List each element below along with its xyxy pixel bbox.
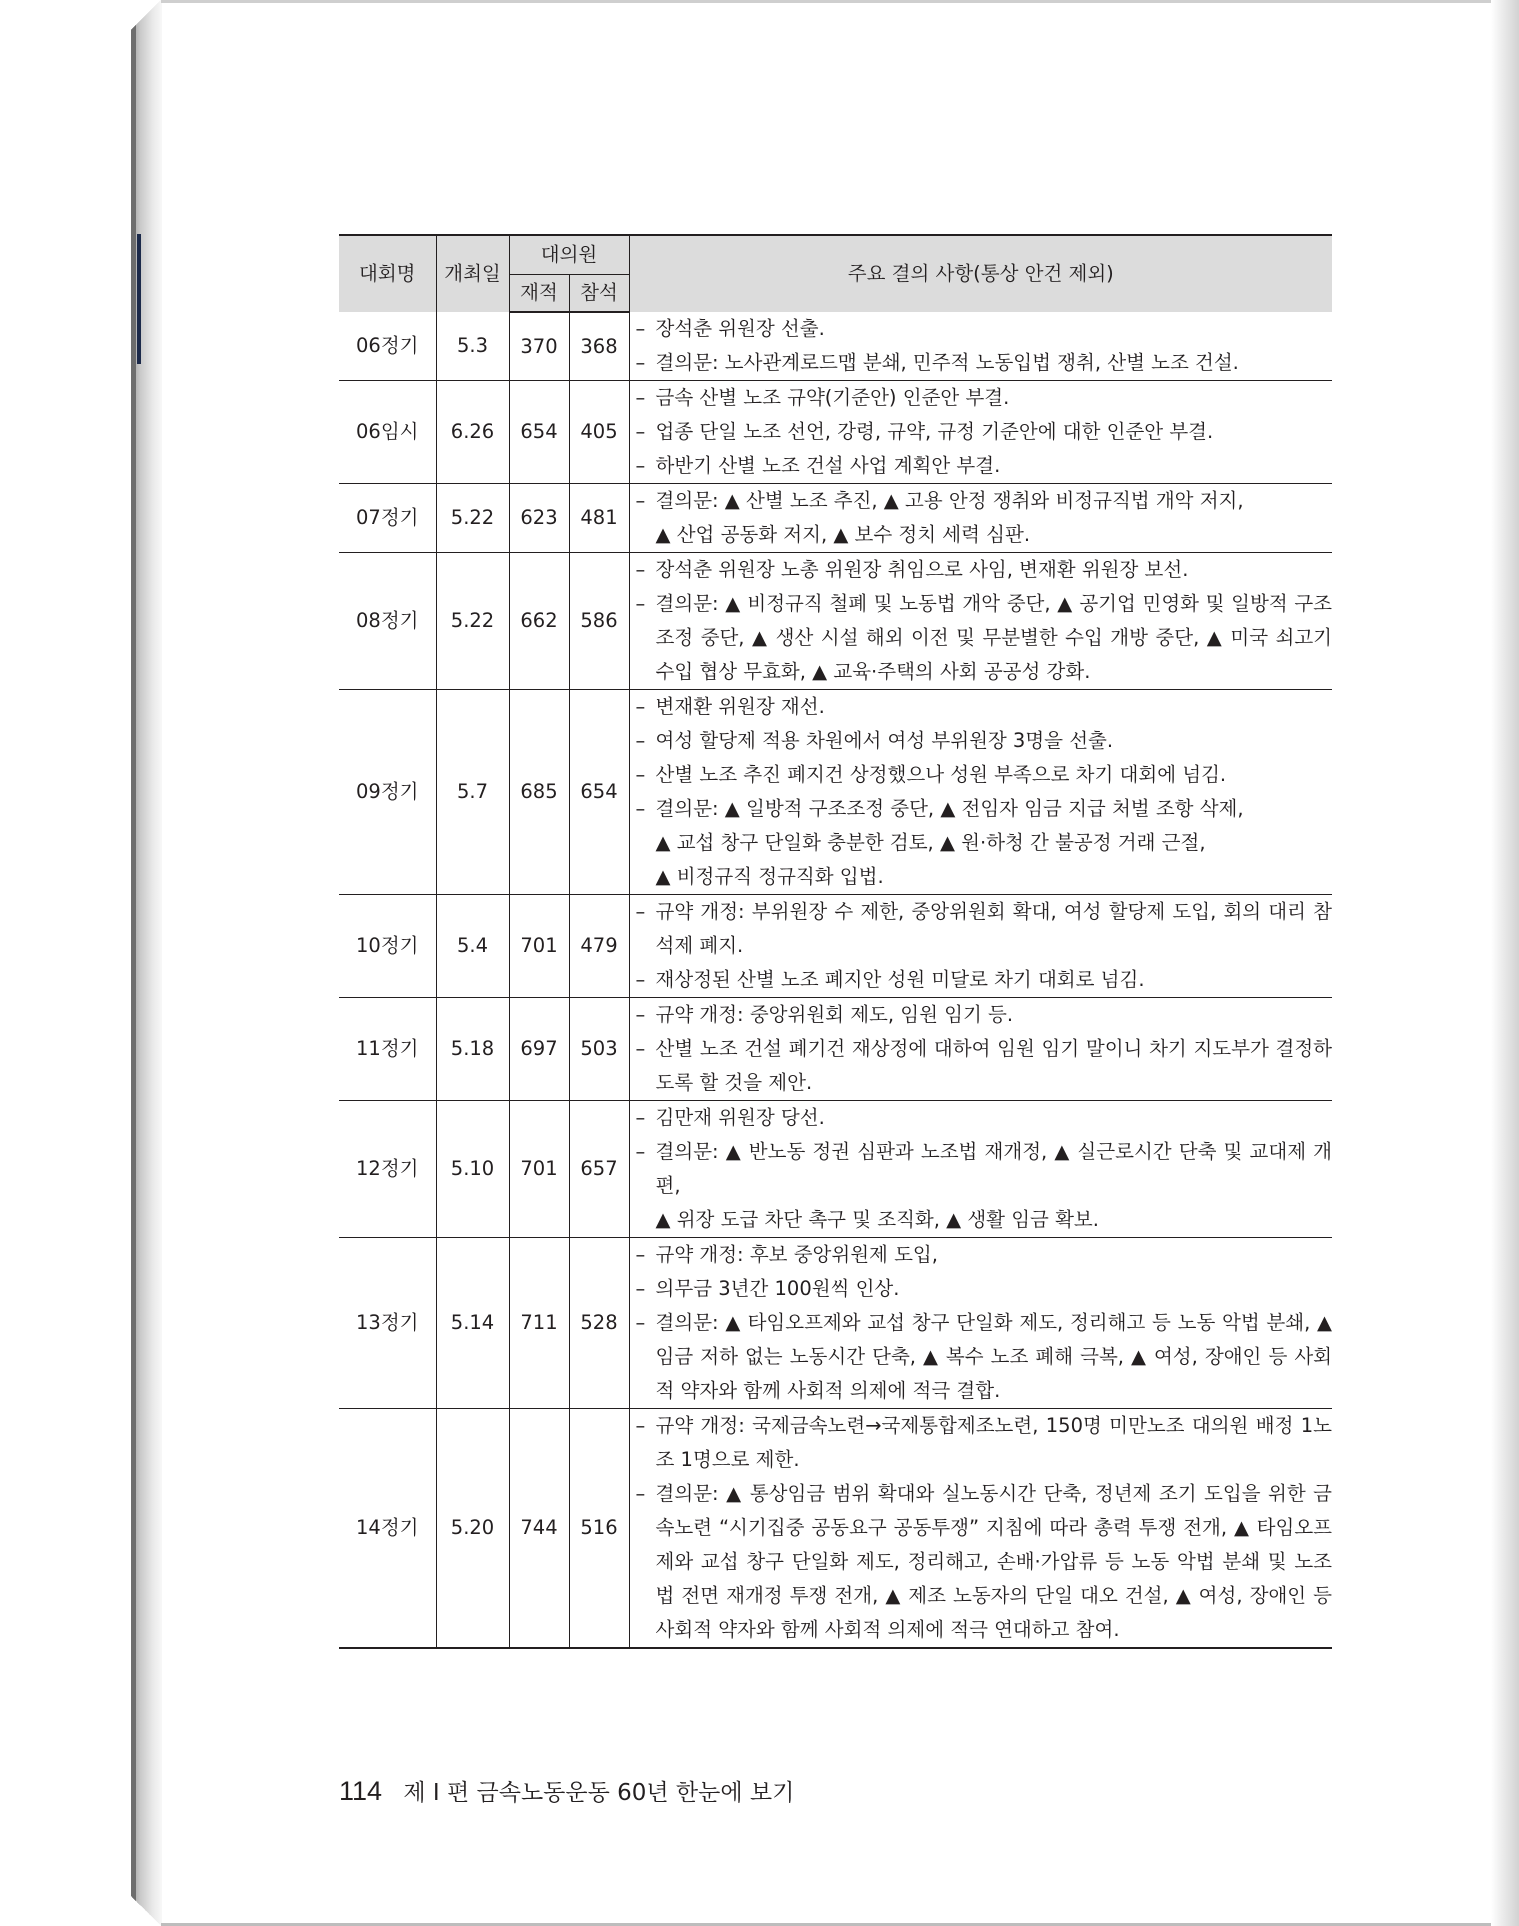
- cell-enrolled: 654: [509, 381, 569, 484]
- book-corner-top: [131, 0, 161, 30]
- cell-resolutions: [629, 381, 1332, 484]
- cell-enrolled: 711: [509, 1238, 569, 1409]
- cell-convention-name: 10정기: [339, 895, 436, 998]
- cell-present: 368: [569, 312, 629, 381]
- cell-enrolled: 701: [509, 1101, 569, 1238]
- cell-resolutions: [629, 690, 1332, 895]
- resolution-item: [636, 1032, 1333, 1100]
- cell-convention-name: 06정기: [339, 312, 436, 381]
- table-row: [339, 998, 1332, 1101]
- table-row: [339, 484, 1332, 553]
- resolution-text: 결의문: ▲ 비정규직 철폐 및 노동법 개악 중단, ▲ 공기업 민영화 및 일방적 구조조정 중단, ▲ 생산 시설 해외 이전 및 무분별한 수입 개방 중단, ▲ 미국 쇠고기 수입 협상 무효화, ▲ 교육·주택의 사회 공공성 강화.: [655, 592, 1333, 683]
- resolution-text: 규약 개정: 국제금속노련→국제통합제조노련, 150명 미만노조 대의원 배정 1노조 1명으로 제한.: [655, 1414, 1333, 1471]
- dash-bullet: –: [635, 1106, 646, 1129]
- cell-present: 503: [569, 998, 629, 1101]
- resolution-text: 의무금 3년간 100원씩 인상.: [655, 1277, 900, 1300]
- dash-bullet: –: [635, 454, 646, 477]
- table-row: [339, 312, 1332, 381]
- resolution-text: 산별 노조 건설 폐기건 재상정에 대하여 임원 임기 말이니 차기 지도부가 결정하도록 할 것을 제안.: [655, 1037, 1333, 1094]
- cell-present: 479: [569, 895, 629, 998]
- cell-date: 5.22: [436, 484, 509, 553]
- resolution-item: [636, 998, 1333, 1032]
- cell-present: 528: [569, 1238, 629, 1409]
- cell-present: 481: [569, 484, 629, 553]
- cell-enrolled: 685: [509, 690, 569, 895]
- resolution-item: [636, 895, 1333, 963]
- header-resolutions: 주요 결의 사항(통상 안건 제외): [629, 235, 1332, 312]
- cell-present: 405: [569, 381, 629, 484]
- cell-convention-name: 11정기: [339, 998, 436, 1101]
- resolution-text: 장석춘 위원장 선출.: [655, 317, 825, 340]
- page-top-edge: [161, 0, 1491, 3]
- resolution-item: [636, 1477, 1333, 1647]
- resolution-item: [636, 312, 1333, 346]
- cell-date: 6.26: [436, 381, 509, 484]
- section-title: 제 Ⅰ 편 금속노동운동 60년 한눈에 보기: [403, 1780, 795, 1806]
- cell-enrolled: 662: [509, 553, 569, 690]
- table-row: [339, 1101, 1332, 1238]
- dash-bullet: –: [635, 763, 646, 786]
- header-delegates: 대의원: [509, 235, 629, 275]
- dash-bullet: –: [635, 900, 646, 923]
- resolution-text: 결의문: ▲ 반노동 정권 심판과 노조법 재개정, ▲ 실근로시간 단축 및 교대제 개편, ▲ 위장 도급 차단 촉구 및 조직화, ▲ 생활 임금 확보.: [655, 1140, 1333, 1231]
- resolution-item: [636, 346, 1333, 380]
- resolution-item: [636, 553, 1333, 587]
- cell-resolutions: [629, 484, 1332, 553]
- resolution-text: 변재환 위원장 재선.: [655, 695, 825, 718]
- cell-date: 5.7: [436, 690, 509, 895]
- cell-resolutions: [629, 1238, 1332, 1409]
- dash-bullet: –: [635, 1140, 646, 1163]
- cell-enrolled: 623: [509, 484, 569, 553]
- cell-date: 5.20: [436, 1409, 509, 1649]
- cell-present: 516: [569, 1409, 629, 1649]
- resolution-text: 규약 개정: 부위원장 수 제한, 중앙위원회 확대, 여성 할당제 도입, 회의 대리 참석제 폐지.: [655, 900, 1333, 957]
- page-right-shadow: [1491, 0, 1519, 1926]
- resolution-text: 규약 개정: 후보 중앙위원제 도입,: [655, 1243, 938, 1266]
- book-corner-bottom: [131, 1896, 161, 1926]
- table-row: [339, 690, 1332, 895]
- cell-present: 654: [569, 690, 629, 895]
- cell-enrolled: 744: [509, 1409, 569, 1649]
- dash-bullet: –: [635, 420, 646, 443]
- header-convention-name: 대회명: [339, 235, 436, 312]
- resolution-item: [636, 587, 1333, 689]
- cell-enrolled: 701: [509, 895, 569, 998]
- convention-resolutions-table: [339, 234, 1332, 1649]
- cell-date: 5.3: [436, 312, 509, 381]
- cell-resolutions: [629, 998, 1332, 1101]
- cell-resolutions: [629, 1409, 1332, 1649]
- resolution-item: [636, 690, 1333, 724]
- resolution-text: 여성 할당제 적용 차원에서 여성 부위원장 3명을 선출.: [655, 729, 1114, 752]
- dash-bullet: –: [635, 592, 646, 615]
- table-row: [339, 895, 1332, 998]
- resolution-item: [636, 1238, 1333, 1272]
- dash-bullet: –: [635, 1414, 646, 1437]
- cell-resolutions: [629, 553, 1332, 690]
- cell-date: 5.14: [436, 1238, 509, 1409]
- dash-bullet: –: [635, 968, 646, 991]
- resolution-text: 규약 개정: 중앙위원회 제도, 임원 임기 등.: [655, 1003, 1014, 1026]
- resolution-item: [636, 1272, 1333, 1306]
- dash-bullet: –: [635, 386, 646, 409]
- resolution-item: [636, 792, 1333, 894]
- table-row: [339, 1409, 1332, 1649]
- resolution-text: 결의문: 노사관계로드맵 분쇄, 민주적 노동입법 쟁취, 산별 노조 건설.: [655, 351, 1239, 374]
- resolution-item: [636, 449, 1333, 483]
- table-body: [339, 312, 1332, 1648]
- resolution-text: 산별 노조 추진 폐지건 상정했으나 성원 부족으로 차기 대회에 넘김.: [655, 763, 1227, 786]
- cell-convention-name: 14정기: [339, 1409, 436, 1649]
- resolution-text: 결의문: ▲ 산별 노조 추진, ▲ 고용 안정 쟁취와 비정규직법 개악 저지, ▲ 산업 공동화 저지, ▲ 보수 정치 세력 심판.: [655, 489, 1244, 546]
- cell-date: 5.10: [436, 1101, 509, 1238]
- resolution-item: [636, 1101, 1333, 1135]
- cell-enrolled: 697: [509, 998, 569, 1101]
- resolution-text: 업종 단일 노조 선언, 강령, 규약, 규정 기준안에 대한 인준안 부결.: [655, 420, 1214, 443]
- resolution-text: 장석춘 위원장 노총 위원장 취임으로 사임, 변재환 위원장 보선.: [655, 558, 1189, 581]
- cell-convention-name: 07정기: [339, 484, 436, 553]
- resolution-item: [636, 484, 1333, 552]
- cell-enrolled: 370: [509, 312, 569, 381]
- resolution-text: 결의문: ▲ 통상임금 범위 확대와 실노동시간 단축, 정년제 조기 도입을 위한 금속노련 “시기집중 공동요구 공동투쟁” 지침에 따라 총력 투쟁 전개, ▲ 타임오프제와 교섭 창구 단일화 제도, 정리해고, 손배·가압류 등 노동 악법 분쇄 및 노조법 전면 재개정 투쟁 전개, ▲ 제조 노동자의 단일 대오 건설, ▲ 여성, 장애인 등 사회적 약자와 함께 사회적 의제에 적극 연대하고 참여.: [655, 1482, 1333, 1641]
- dash-bullet: –: [635, 1243, 646, 1266]
- cell-present: 586: [569, 553, 629, 690]
- dash-bullet: –: [635, 351, 646, 374]
- dash-bullet: –: [635, 797, 646, 820]
- cell-resolutions: [629, 312, 1332, 381]
- resolution-item: [636, 415, 1333, 449]
- resolution-text: 재상정된 산별 노조 폐지안 성원 미달로 차기 대회로 넘김.: [655, 968, 1145, 991]
- header-enrolled: 재적: [509, 275, 569, 313]
- dash-bullet: –: [635, 1003, 646, 1026]
- dash-bullet: –: [635, 729, 646, 752]
- header-date: 개최일: [436, 235, 509, 312]
- book-spine-edge: [131, 0, 136, 1926]
- cell-date: 5.4: [436, 895, 509, 998]
- page-edge-marker: [137, 234, 141, 364]
- dash-bullet: –: [635, 1311, 646, 1334]
- resolution-item: [636, 1409, 1333, 1477]
- cell-convention-name: 06임시: [339, 381, 436, 484]
- resolution-item: [636, 381, 1333, 415]
- table-row: [339, 1238, 1332, 1409]
- table-row: [339, 381, 1332, 484]
- cell-resolutions: [629, 1101, 1332, 1238]
- page-footer: [339, 1776, 794, 1808]
- cell-resolutions: [629, 895, 1332, 998]
- dash-bullet: –: [635, 317, 646, 340]
- resolution-item: [636, 1135, 1333, 1237]
- cell-convention-name: 13정기: [339, 1238, 436, 1409]
- page-number: 114: [339, 1776, 383, 1806]
- dash-bullet: –: [635, 489, 646, 512]
- dash-bullet: –: [635, 558, 646, 581]
- cell-convention-name: 09정기: [339, 690, 436, 895]
- dash-bullet: –: [635, 1277, 646, 1300]
- resolution-item: [636, 963, 1333, 997]
- resolution-text: 김만재 위원장 당선.: [655, 1106, 825, 1129]
- resolution-text: 하반기 산별 노조 건설 사업 계획안 부결.: [655, 454, 1001, 477]
- dash-bullet: –: [635, 1037, 646, 1060]
- dash-bullet: –: [635, 1482, 646, 1505]
- cell-convention-name: 12정기: [339, 1101, 436, 1238]
- resolution-item: [636, 758, 1333, 792]
- resolution-item: [636, 1306, 1333, 1408]
- header-present: 참석: [569, 275, 629, 313]
- dash-bullet: –: [635, 695, 646, 718]
- table-row: [339, 553, 1332, 690]
- resolution-text: 금속 산별 노조 규약(기준안) 인준안 부결.: [655, 386, 1010, 409]
- cell-convention-name: 08정기: [339, 553, 436, 690]
- resolution-text: 결의문: ▲ 일방적 구조조정 중단, ▲ 전임자 임금 지급 처벌 조항 삭제, ▲ 교섭 창구 단일화 충분한 검토, ▲ 원·하청 간 불공정 거래 근절, ▲ 비정규직 정규직화 입법.: [655, 797, 1244, 888]
- cell-date: 5.22: [436, 553, 509, 690]
- resolution-text: 결의문: ▲ 타임오프제와 교섭 창구 단일화 제도, 정리해고 등 노동 악법 분쇄, ▲ 임금 저하 없는 노동시간 단축, ▲ 복수 노조 폐해 극복, ▲ 여성, 장애인 등 사회적 약자와 함께 사회적 의제에 적극 결합.: [655, 1311, 1333, 1402]
- resolution-item: [636, 724, 1333, 758]
- cell-present: 657: [569, 1101, 629, 1238]
- cell-date: 5.18: [436, 998, 509, 1101]
